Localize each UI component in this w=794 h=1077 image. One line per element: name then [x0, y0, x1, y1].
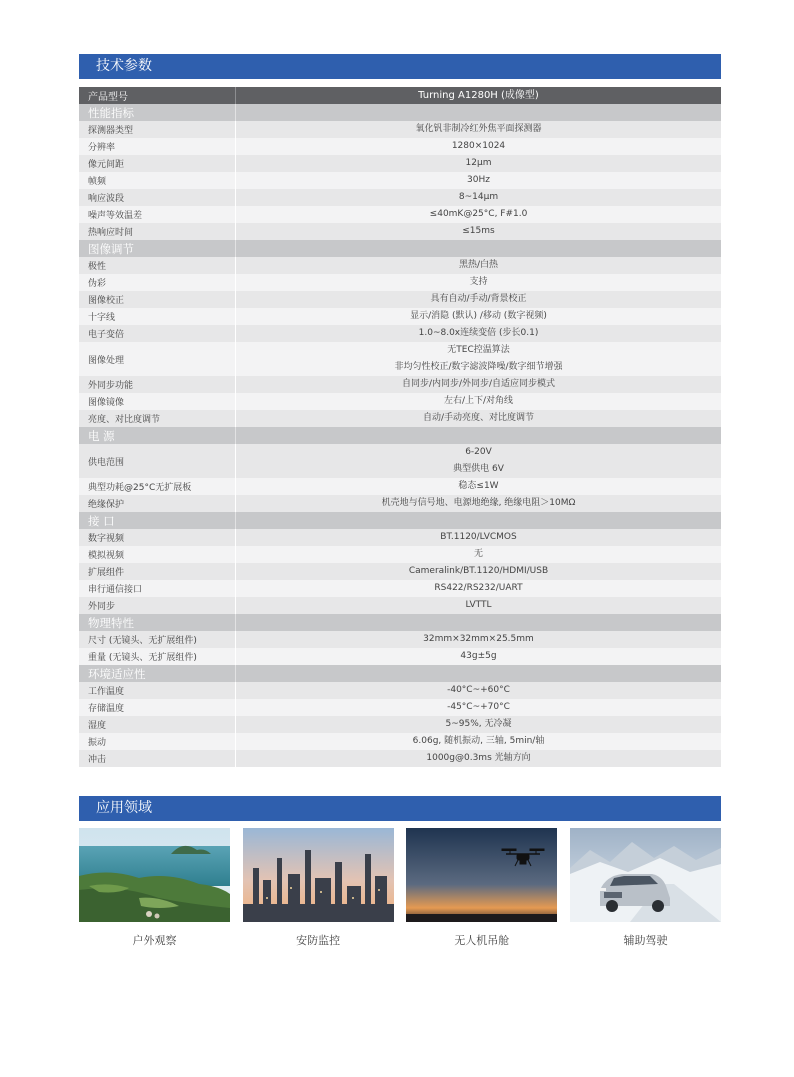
spec-value: 6-20V — [465, 447, 492, 457]
spec-key: 扩展组件 — [79, 563, 236, 580]
spec-key: 存储温度 — [79, 699, 236, 716]
spec-value: 32mm×32mm×25.5mm — [423, 634, 534, 644]
section-header-row — [79, 240, 721, 257]
application-gallery — [79, 828, 721, 948]
spec-value: BT.1120/LVCMOS — [440, 532, 517, 542]
spec-row — [79, 529, 721, 546]
spec-row — [79, 189, 721, 206]
header-value: Turning A1280H (成像型) — [418, 90, 539, 101]
spec-row — [79, 155, 721, 172]
spec-value: 无TEC控温算法 — [447, 345, 510, 355]
spec-row — [79, 444, 721, 478]
suv-snow-image — [570, 828, 721, 922]
app-card-outdoor — [79, 828, 230, 948]
spec-value: 1280×1024 — [451, 141, 506, 151]
spec-key: 模拟视频 — [79, 546, 236, 563]
section-title: 图像调节 — [79, 240, 236, 257]
spec-key: 图像镜像 — [79, 393, 236, 410]
spec-row — [79, 325, 721, 342]
spec-row — [79, 699, 721, 716]
spec-value: 典型供电 6V — [453, 464, 504, 474]
spec-value: 12μm — [465, 158, 492, 168]
spec-row — [79, 291, 721, 308]
spec-row — [79, 257, 721, 274]
spec-key: 电子变倍 — [79, 325, 236, 342]
spec-key: 尺寸 (无镜头、无扩展组件) — [79, 631, 236, 648]
app-card-driving — [570, 828, 721, 948]
spec-key: 湿度 — [79, 716, 236, 733]
spec-row — [79, 495, 721, 512]
app-card-drone — [406, 828, 557, 948]
spec-row — [79, 342, 721, 376]
header-key: 产品型号 — [79, 87, 236, 104]
spec-row — [79, 682, 721, 699]
spec-groups — [79, 104, 721, 767]
section-title: 性能指标 — [79, 104, 236, 121]
spec-value: LVTTL — [465, 600, 492, 610]
spec-key: 探测器类型 — [79, 121, 236, 138]
spec-key: 图像处理 — [79, 342, 236, 376]
spec-key: 十字线 — [79, 308, 236, 325]
section-title: 环境适应性 — [79, 665, 236, 682]
spec-value: 1000g@0.3ms 光轴方向 — [426, 753, 531, 763]
spec-value: 左右/上下/对角线 — [443, 396, 514, 406]
spec-value: 非均匀性校正/数字滤波降噪/数字细节增强 — [394, 362, 563, 372]
spec-value: 稳态≤1W — [458, 481, 499, 491]
spec-key: 重量 (无镜头、无扩展组件) — [79, 648, 236, 665]
spec-value: -40°C~+60°C — [447, 685, 510, 695]
spec-row — [79, 733, 721, 750]
spec-row — [79, 750, 721, 767]
spec-key: 亮度、对比度调节 — [79, 410, 236, 427]
drone-sunset-image — [406, 828, 557, 922]
section-title: 接 口 — [79, 512, 236, 529]
spec-value: ≤40mK@25°C, F#1.0 — [429, 209, 528, 219]
app-section-title: 应用领域 — [79, 796, 721, 821]
section-title: 物理特性 — [79, 614, 236, 631]
spec-value: RS422/RS232/UART — [434, 583, 523, 593]
spec-value: 具有自动/手动/背景校正 — [430, 294, 527, 304]
section-header-row — [79, 104, 721, 121]
spec-row — [79, 274, 721, 291]
section-header-row — [79, 614, 721, 631]
spec-key: 图像校正 — [79, 291, 236, 308]
spec-key: 外同步 — [79, 597, 236, 614]
section-header-row — [79, 665, 721, 682]
spec-section-title: 技术参数 — [79, 54, 721, 79]
spec-row — [79, 580, 721, 597]
spec-key: 噪声等效温差 — [79, 206, 236, 223]
spec-row — [79, 393, 721, 410]
spec-row — [79, 597, 721, 614]
section-header-row — [79, 427, 721, 444]
spec-row — [79, 563, 721, 580]
spec-value: 43g±5g — [460, 651, 497, 661]
spec-value: 1.0~8.0x连续变倍 (步长0.1) — [418, 328, 539, 338]
spec-key: 极性 — [79, 257, 236, 274]
app-caption: 安防监控 — [296, 934, 341, 947]
spec-row — [79, 138, 721, 155]
spec-row — [79, 478, 721, 495]
spec-value: Cameralink/BT.1120/HDMI/USB — [408, 566, 549, 576]
spec-value: ≤15ms — [462, 226, 495, 236]
spec-row — [79, 546, 721, 563]
spec-value: 6.06g, 随机振动, 三轴, 5min/轴 — [412, 736, 545, 746]
spec-row — [79, 121, 721, 138]
spec-key: 热响应时间 — [79, 223, 236, 240]
spec-key: 伪彩 — [79, 274, 236, 291]
spec-value: -45°C~+70°C — [447, 702, 510, 712]
spec-value: 氧化钒非制冷红外焦平面探测器 — [415, 124, 542, 134]
spec-key: 帧频 — [79, 172, 236, 189]
spec-key: 外同步功能 — [79, 376, 236, 393]
spec-value: 黑热/白热 — [458, 260, 499, 270]
spec-key: 分辨率 — [79, 138, 236, 155]
app-caption: 无人机吊舱 — [454, 934, 510, 947]
spec-key: 串行通信接口 — [79, 580, 236, 597]
spec-key: 典型功耗@25°C无扩展板 — [79, 478, 236, 495]
spec-key: 像元间距 — [79, 155, 236, 172]
header-row — [79, 87, 721, 104]
spec-value: 机壳地与信号地、电源地绝缘, 绝缘电阻＞10MΩ — [381, 498, 576, 508]
spec-row — [79, 410, 721, 427]
industrial-plant-image — [243, 828, 394, 922]
spec-value: 8~14μm — [458, 192, 499, 202]
spec-table — [79, 87, 721, 767]
spec-key: 响应波段 — [79, 189, 236, 206]
spec-value: 自同步/内同步/外同步/自适应同步模式 — [401, 379, 556, 389]
app-caption: 户外观察 — [132, 934, 177, 947]
spec-value: 30Hz — [467, 175, 490, 185]
spec-value: 显示/消隐 (默认) /移动 (数字视频) — [410, 311, 547, 321]
spec-row — [79, 172, 721, 189]
app-caption: 辅助驾驶 — [623, 934, 668, 947]
spec-key: 绝缘保护 — [79, 495, 236, 512]
spec-row — [79, 631, 721, 648]
app-card-security — [243, 828, 394, 948]
spec-value: 无 — [473, 549, 483, 559]
spec-row — [79, 716, 721, 733]
spec-value: 支持 — [469, 277, 488, 287]
spec-key: 供电范围 — [79, 444, 236, 478]
spec-key: 数字视频 — [79, 529, 236, 546]
spec-value: 自动/手动亮度、对比度调节 — [422, 413, 535, 423]
spec-row — [79, 223, 721, 240]
section-header-row — [79, 512, 721, 529]
spec-key: 工作温度 — [79, 682, 236, 699]
spec-key: 振动 — [79, 733, 236, 750]
spec-row — [79, 206, 721, 223]
spec-row — [79, 648, 721, 665]
spec-value: 5~95%, 无冷凝 — [445, 719, 512, 729]
spec-row — [79, 308, 721, 325]
spec-key: 冲击 — [79, 750, 236, 767]
section-title: 电 源 — [79, 427, 236, 444]
coastal-landscape-image — [79, 828, 230, 922]
spec-row — [79, 376, 721, 393]
